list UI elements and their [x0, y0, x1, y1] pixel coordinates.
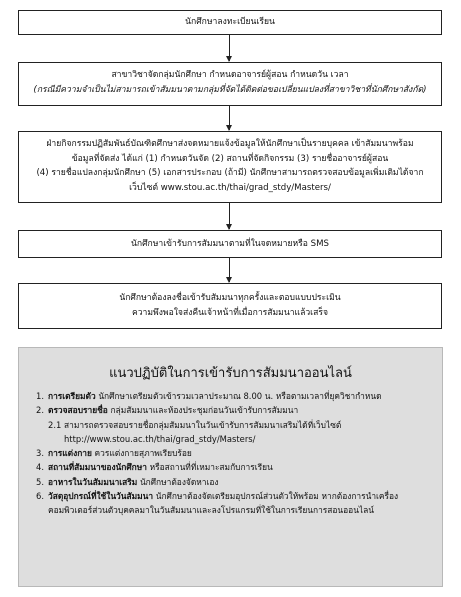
guideline-item-2-1: 2.1 สามารถตรวจสอบรายชื่อกลุ่มสัมมนาในวันเข้ารับการสัมมนาเสริมได้ที่เว็บไซต์	[48, 419, 342, 430]
step-grouping-line2: (กรณีมีความจำเป็นไม่สามารถเข้าสัมมนาตามกลุ่มที่จัดได้ติดต่อขอเปลี่ยนแปลงที่สาขาวิชาที่นักศึกษาสังกัด)	[33, 84, 427, 95]
step-notification-line3: (4) รายชื่อแปลงกลุ่มนักศึกษา (5) เอกสารประกอบ (ถ้ามี) นักศึกษาสามารถตรวจสอบข้อมูลเพิ่มเติมได้จาก	[36, 168, 424, 178]
step-notification-box	[18, 131, 442, 203]
guidelines-title: แนวปฏิบัติในการเข้ารับการสัมมนาออนไลน์	[109, 366, 352, 381]
step-notification-line2: ข้อมูลที่จัดส่ง ได้แก่ (1) กำหนดวันจัด (2) สถานที่จัดกิจกรรม (3) รายชื่ออาจารย์ผู้สอน	[71, 153, 389, 164]
step-signin-box	[18, 283, 442, 329]
step-attend-text: นักศึกษาเข้ารับการสัมมนาตามที่ในจดหมายหรือ SMS	[131, 239, 329, 249]
guidelines-list	[36, 389, 398, 518]
step-register-box	[18, 10, 442, 35]
guideline-item-4: 4. สถานที่สัมมนาของนักศึกษา หรือสถานที่ที่เหมาะสมกับการเรียน	[36, 462, 273, 473]
guideline-item-5: 5. อาหารในวันสัมมนาเสริม นักศึกษาต้องจัดหาเอง	[36, 476, 219, 487]
step-grouping-box	[18, 62, 442, 106]
step-grouping-line1: สาขาวิชาจัดกลุ่มนักศึกษา กำหนดอาจารย์ผู้สอน กำหนดวัน เวลา	[111, 70, 349, 80]
online-seminar-guidelines-panel	[18, 347, 443, 587]
guideline-item-3: 3. การแต่งกาย ควรแต่งกายสุภาพเรียบร้อย	[36, 448, 192, 459]
arrow-2	[229, 106, 230, 130]
guideline-item-2: 2. ตรวจสอบรายชื่อ กลุ่มสัมมนาและห้องประชุมก่อนวันเข้ารับการสัมมนา	[36, 405, 299, 416]
step-notification-line4: เว็บไซต์ www.stou.ac.th/thai/grad_stdy/Masters/	[129, 182, 331, 193]
guideline-item-1: 1. การเตรียมตัว นักศึกษาเตรียมตัวเข้ารวมเวลาประมาณ 8.00 น. หรือตามเวลาที่ยุควิชากำหนด	[36, 391, 382, 401]
step-signin-line2: ความพึงพอใจส่งคืนเจ้าหน้าที่เมื่อการสัมมนาแล้วเสร็จ	[131, 307, 329, 318]
step-notification-line1: ฝ่ายกิจกรรมปฏิสัมพันธ์บัณฑิตศึกษาส่งจดหมายแจ้งข้อมูลให้นักศึกษาเป็นรายบุคคล เข้าสัมมนาพร้อม	[46, 139, 414, 149]
step-register-text: นักศึกษาลงทะเบียนเรียน	[185, 17, 275, 27]
guideline-url: http://www.stou.ac.th/thai/grad_stdy/Masters/	[64, 433, 256, 444]
step-signin-line1: นักศึกษาต้องลงชื่อเข้ารับสัมมนาทุกครั้งและตอบแบบประเมิน	[119, 293, 341, 303]
arrow-3	[229, 203, 230, 229]
step-attend-box	[18, 230, 442, 258]
arrow-1	[229, 35, 230, 61]
arrow-4	[229, 258, 230, 282]
guideline-item-6-continued: คอมพิวเตอร์ส่วนตัวบุคคลมาในวันสัมมนาและลงโปรแกรมที่ใช้ในการเรียนการสอนออนไลน์	[48, 505, 375, 516]
guideline-item-6: 6. วัสดุอุปกรณ์ที่ใช้ในวันสัมมนา นักศึกษาต้องจัดเตรียมอุปกรณ์ส่วนตัวให้พร้อม หากต้องการนำเครื่อง	[36, 491, 399, 502]
